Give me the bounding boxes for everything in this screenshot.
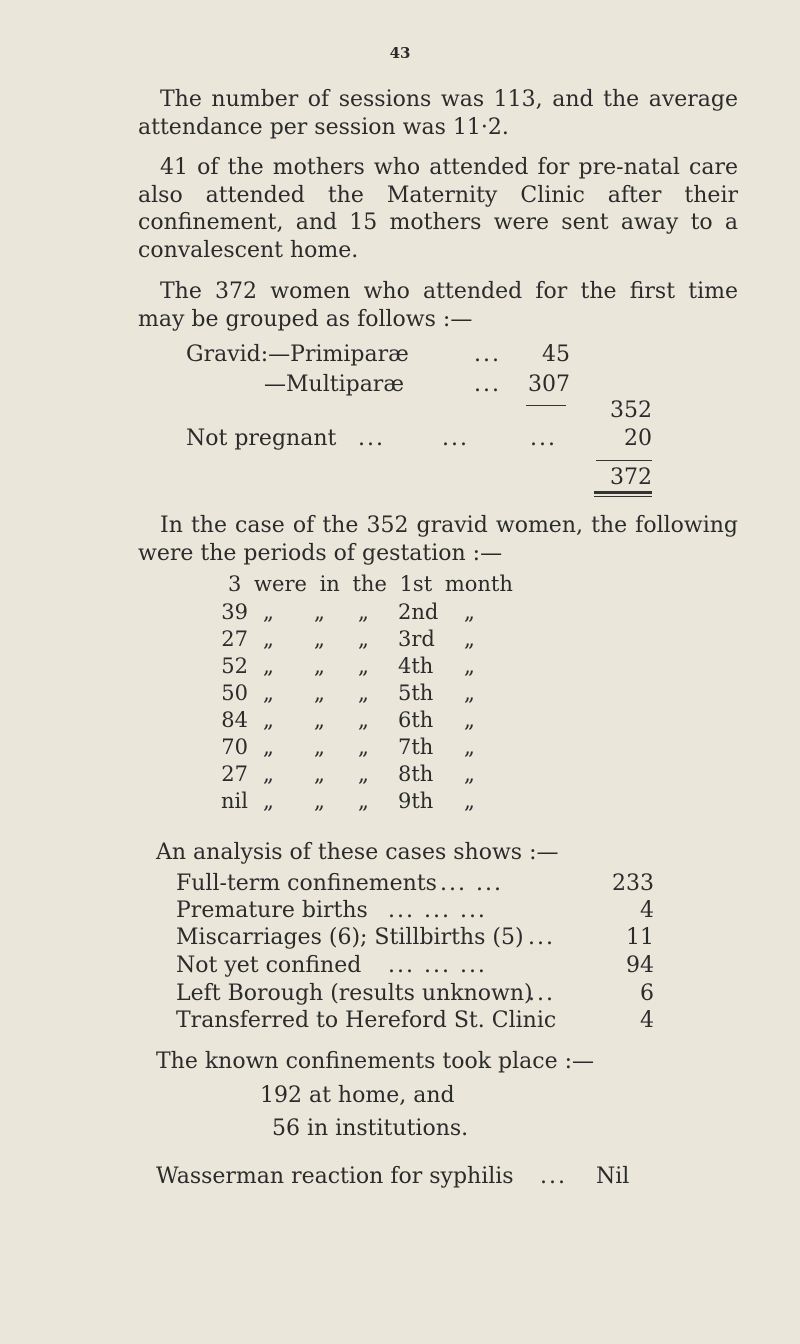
ditto-mark: „ [263, 762, 274, 786]
ditto-mark: „ [464, 708, 475, 732]
analysis-label: Miscarriages (6); Stillbirths (5) [176, 925, 524, 950]
ditto-mark: „ [263, 789, 274, 813]
paragraph-mothers: 41 of the mothers who attended for pre-natal care also attended the Maternity Clinic after their confinement, and 15 mothers were sent away to a convalescent home. [138, 155, 738, 263]
primiparae-value: 45 [542, 342, 570, 367]
ditto-mark: „ [263, 627, 274, 651]
analysis-dots: ... [528, 981, 555, 1006]
gestation-month: 7th [398, 735, 434, 759]
ditto-mark: „ [358, 762, 369, 786]
dots: ... [442, 426, 469, 451]
paragraph-sessions: The number of sessions was 113, and the average attendance per session was 11·2. [138, 87, 738, 140]
ditto-mark: „ [314, 627, 325, 651]
ditto-mark: „ [358, 735, 369, 759]
ditto-mark: „ [314, 600, 325, 624]
gestation-month: 2nd [398, 600, 439, 624]
gestation-month: 9th [398, 789, 434, 813]
ditto-mark: „ [314, 708, 325, 732]
not-pregnant-label: Not pregnant [186, 426, 337, 451]
analysis-label: Premature births [176, 898, 368, 923]
double-rule-lower [594, 496, 652, 497]
ditto-mark: „ [464, 789, 475, 813]
dots: ... [474, 372, 501, 397]
ditto-mark: „ [263, 654, 274, 678]
gestation-month: 4th [398, 654, 434, 678]
total-rule [596, 460, 652, 461]
gestation-count: 50 [221, 681, 248, 705]
gestation-month: 8th [398, 762, 434, 786]
gestation-count: 39 [221, 600, 248, 624]
analysis-dots: ... ... ... [388, 953, 487, 978]
analysis-dots: ... ... ... [388, 898, 487, 923]
analysis-value: 233 [612, 871, 654, 896]
ditto-mark: „ [314, 762, 325, 786]
analysis-label: Transferred to Hereford St. Clinic [176, 1008, 557, 1033]
analysis-dots: ... [528, 925, 555, 950]
ditto-mark: „ [263, 681, 274, 705]
analysis-heading: An analysis of these cases shows :— [156, 840, 559, 865]
gestation-month: 3rd [398, 627, 435, 651]
ditto-mark: „ [263, 708, 274, 732]
gestation-month: 5th [398, 681, 434, 705]
paragraph-gestation-intro: In the case of the 352 gravid women, the following were the periods of gestation :— [138, 513, 738, 566]
ditto-mark: „ [314, 654, 325, 678]
not-pregnant-value: 20 [624, 426, 652, 451]
ditto-mark: „ [358, 681, 369, 705]
ditto-mark: „ [314, 681, 325, 705]
wasserman-label: Wasserman reaction for syphilis [156, 1164, 514, 1189]
multiparae-value: 307 [528, 372, 570, 397]
double-rule [594, 491, 652, 494]
ditto-mark: „ [358, 789, 369, 813]
ditto-mark: „ [464, 762, 475, 786]
ditto-mark: „ [358, 627, 369, 651]
grand-total: 372 [610, 465, 652, 490]
ditto-mark: „ [263, 735, 274, 759]
ditto-mark: „ [314, 789, 325, 813]
ditto-mark: „ [358, 708, 369, 732]
gravid-total: 352 [610, 398, 652, 423]
analysis-value: 4 [640, 1008, 654, 1033]
gestation-count: 70 [221, 735, 248, 759]
gestation-month: 6th [398, 708, 434, 732]
analysis-dots: ... ... [440, 871, 503, 896]
gestation-count: 27 [221, 627, 248, 651]
dots: ... [530, 426, 557, 451]
confinements-institutions: 56 in institutions. [272, 1116, 469, 1141]
analysis-value: 94 [626, 953, 654, 978]
gestation-count: 27 [221, 762, 248, 786]
analysis-value: 4 [640, 898, 654, 923]
gestation-count: nil [221, 789, 248, 813]
gestation-first-row: 3 were in the 1st month [228, 572, 513, 596]
paragraph-grouping-intro: The 372 women who attended for the first time may be grouped as follows :— [138, 279, 738, 332]
wasserman-dots: ... [540, 1164, 567, 1189]
ditto-mark: „ [464, 735, 475, 759]
confinements-heading: The known confinements took place :— [156, 1049, 595, 1074]
ditto-mark: „ [358, 654, 369, 678]
analysis-label: Left Borough (results unknown) [176, 981, 533, 1006]
confinements-home: 192 at home, and [260, 1083, 455, 1108]
gestation-count: 84 [221, 708, 248, 732]
ditto-mark: „ [358, 600, 369, 624]
multiparae-label: —Multiparæ [264, 372, 405, 397]
primiparae-label: Gravid:—Primiparæ [186, 342, 409, 367]
ditto-mark: „ [464, 600, 475, 624]
dots: ... [358, 426, 385, 451]
ditto-mark: „ [464, 681, 475, 705]
ditto-mark: „ [464, 654, 475, 678]
analysis-label: Full-term confinements [176, 871, 437, 896]
subtotal-rule [526, 405, 566, 406]
ditto-mark: „ [314, 735, 325, 759]
dots: ... [474, 342, 501, 367]
wasserman-value: Nil [596, 1164, 630, 1189]
ditto-mark: „ [464, 627, 475, 651]
analysis-value: 11 [626, 925, 654, 950]
gestation-count: 52 [221, 654, 248, 678]
page-number: 43 [389, 44, 411, 62]
analysis-label: Not yet confined [176, 953, 362, 978]
analysis-value: 6 [640, 981, 654, 1006]
ditto-mark: „ [263, 600, 274, 624]
